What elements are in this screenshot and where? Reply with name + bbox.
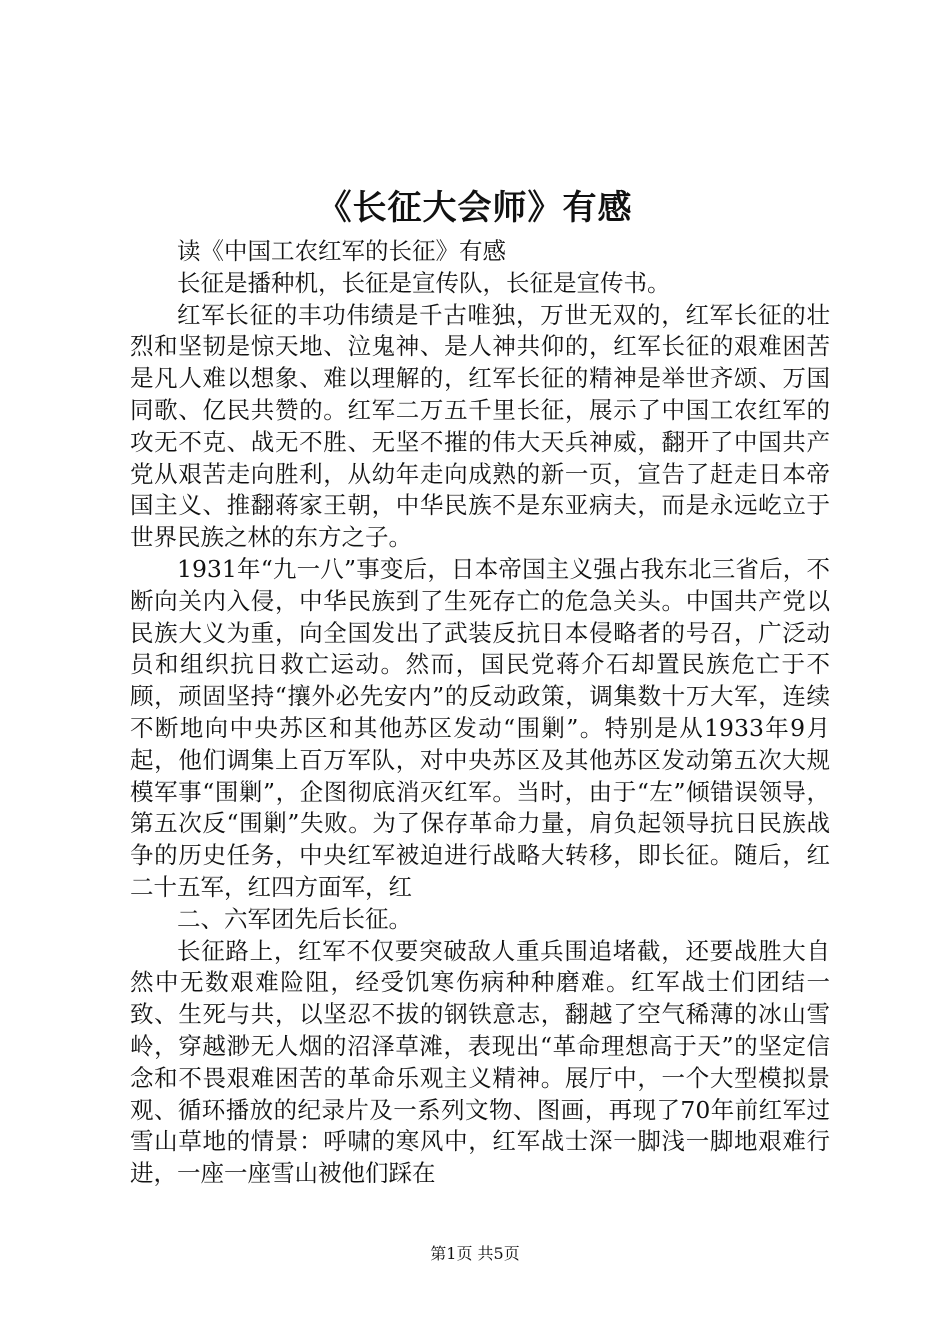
- document-body: [130, 236, 830, 1190]
- page-number-footer: 第1页 共5页: [430, 1244, 520, 1263]
- paragraph: 红军长征的丰功伟绩是千古唯独，万世无双的，红军长征的壮烈和坚韧是惊天地、泣鬼神、是人神共仰的，红军长征的艰难困苦是凡人难以想象、难以理解的，红军长征的精神是举世齐颂、万国同歌、亿民共赞的。红军二万五千里长征，展示了中国工农红军的攻无不克、战无不胜、无坚不摧的伟大天兵神威，翻开了中国共产党从艰苦走向胜利，从幼年走向成熟的新一页，宣告了赶走日本帝国主义、推翻蒋家王朝，中华民族不是东亚病夫，而是永远屹立于世界民族之林的东方之子。: [130, 300, 830, 552]
- paragraph: 长征是播种机，长征是宣传队，长征是宣传书。: [177, 268, 671, 297]
- paragraph: 长征路上，红军不仅要突破敌人重兵围追堵截，还要战胜大自然中无数艰难险阻，经受饥寒伤病种种磨难。红军战士们团结一致、生死与共，以坚忍不拔的钢铁意志，翻越了空气稀薄的冰山雪岭，穿越渺无人烟的沼泽草滩，表现出“革命理想高于天”的坚定信念和不畏艰难困苦的革命乐观主义精神。展厅中，一个大型模拟景观、循环播放的纪录片及一系列文物、图画，再现了70年前红军过雪山草地的情景：呼啸的寒风中，红军战士深一脚浅一脚地艰难行进，一座一座雪山被他们踩在: [130, 936, 830, 1188]
- paragraph: 二、六军团先后长征。: [177, 904, 412, 933]
- document-title: 《长征大会师》有感: [317, 188, 633, 228]
- paragraph-subtitle: 读《中国工农红军的长征》有感: [177, 237, 506, 265]
- paragraph: 1931年“九一八”事变后，日本帝国主义强占我东北三省后，不断向关内入侵，中华民族到了生死存亡的危急关头。中国共产党以民族大义为重，向全国发出了武装反抗日本侵略者的号召，广泛动员和组织抗日救亡运动。然而，国民党蒋介石却置民族危亡于不顾，顽固坚持“攘外必先安内”的反动政策，调集数十万大军，连续不断地向中央苏区和其他苏区发动“围剿”。特别是从1933年9月起，他们调集上百万军队，对中央苏区及其他苏区发动第五次大规模军事“围剿”，企图彻底消灭红军。当时，由于“左”倾错误领导，第五次反“围剿”失败。为了保存革命力量，肩负起领导抗日民族战争的历史任务，中央红军被迫进行战略大转移，即长征。随后，红二十五军，红四方面军，红: [130, 554, 830, 901]
